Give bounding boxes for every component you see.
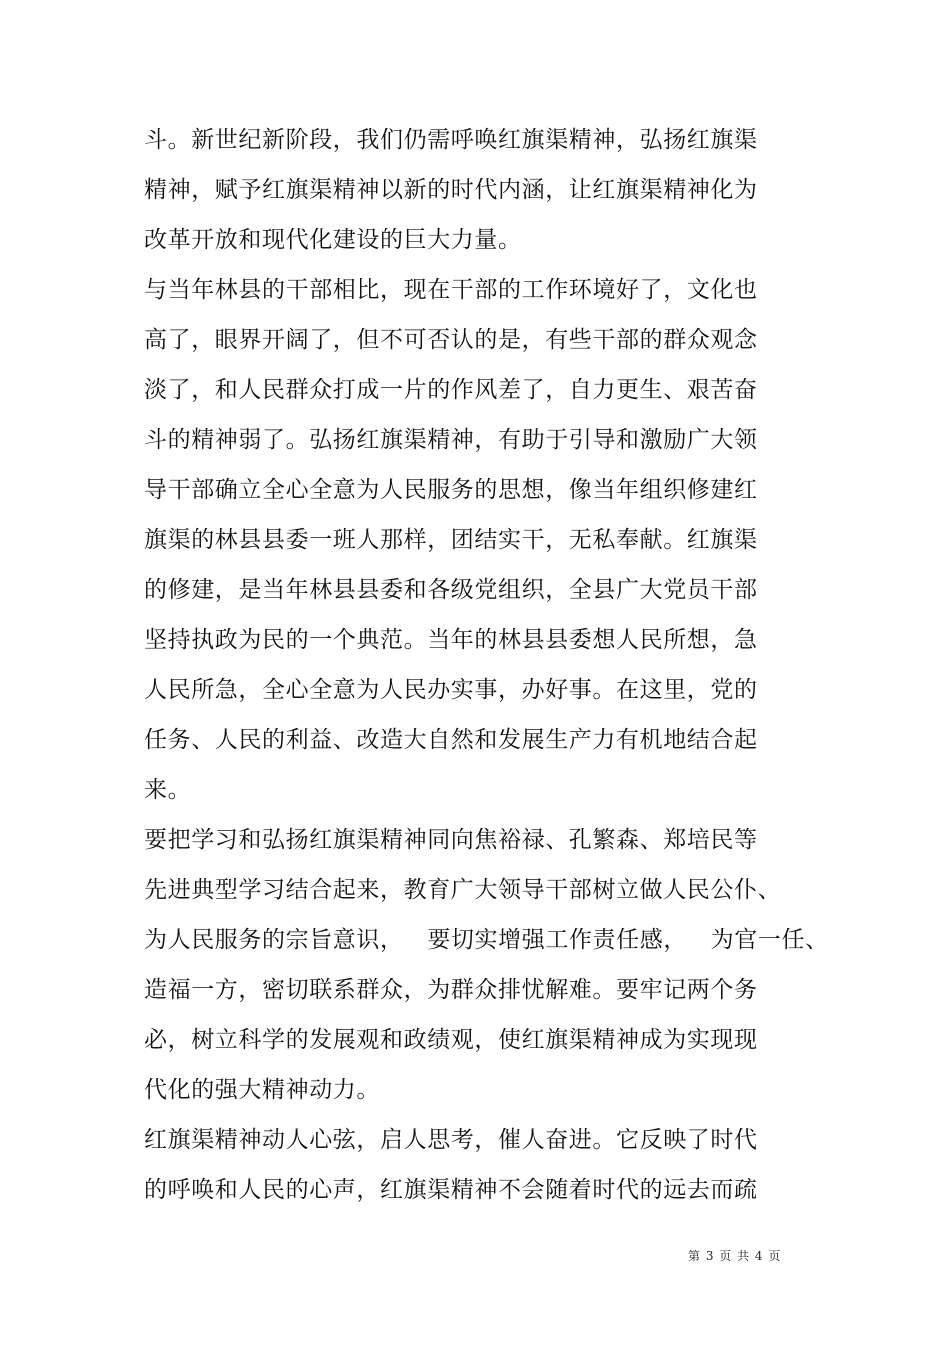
text-line: 的呼唤和人民的心声，红旗渠精神不会随着时代的远去而疏 bbox=[144, 1177, 758, 1203]
text-line: 任务、人民的利益、改造大自然和发展生产力有机地结合起 bbox=[144, 727, 758, 753]
text-line: 红旗渠精神动人心弦，启人思考，催人奋进。它反映了时代 bbox=[144, 1127, 758, 1153]
text-line: 要把学习和弘扬红旗渠精神同向焦裕禄、孔繁森、郑培民等 bbox=[144, 827, 758, 853]
text-line: 与当年林县的干部相比，现在干部的工作环境好了，文化也 bbox=[144, 277, 758, 303]
text-line: 人民所急，全心全意为人民办实事，办好事。在这里，党的 bbox=[144, 677, 758, 703]
text-line: 的修建，是当年林县县委和各级党组织，全县广大党员干部 bbox=[144, 577, 758, 603]
text-line: 必，树立科学的发展观和政绩观，使红旗渠精神成为实现现 bbox=[144, 1027, 758, 1053]
text-line: 高了，眼界开阔了，但不可否认的是，有些干部的群众观念 bbox=[144, 327, 758, 353]
text-line: 导干部确立全心全意为人民服务的思想，像当年组织修建红 bbox=[144, 477, 758, 503]
text-line: 斗的精神弱了。弘扬红旗渠精神，有助于引导和激励广大领 bbox=[144, 427, 758, 453]
text-line: 斗。新世纪新阶段，我们仍需呼唤红旗渠精神，弘扬红旗渠 bbox=[144, 127, 758, 153]
text-line: 为人民服务的宗旨意识， 要切实增强工作责任感， 为官一任、 bbox=[144, 927, 829, 953]
text-line: 来。 bbox=[144, 777, 192, 803]
text-line: 旗渠的林县县委一班人那样，团结实干，无私奉献。红旗渠 bbox=[144, 527, 758, 553]
text-line: 代化的强大精神动力。 bbox=[144, 1077, 380, 1103]
text-line: 造福一方，密切联系群众，为群众排忧解难。要牢记两个务 bbox=[144, 977, 758, 1003]
text-line: 改革开放和现代化建设的巨大力量。 bbox=[144, 227, 522, 253]
page-number-footer: 第 3 页 共 4 页 bbox=[688, 1249, 782, 1263]
text-line: 先进典型学习结合起来，教育广大领导干部树立做人民公仆、 bbox=[144, 877, 782, 903]
text-line: 坚持执政为民的一个典范。当年的林县县委想人民所想，急 bbox=[144, 627, 758, 653]
text-line: 精神，赋予红旗渠精神以新的时代内涵，让红旗渠精神化为 bbox=[144, 177, 758, 203]
text-line: 淡了，和人民群众打成一片的作风差了，自力更生、艰苦奋 bbox=[144, 377, 758, 403]
